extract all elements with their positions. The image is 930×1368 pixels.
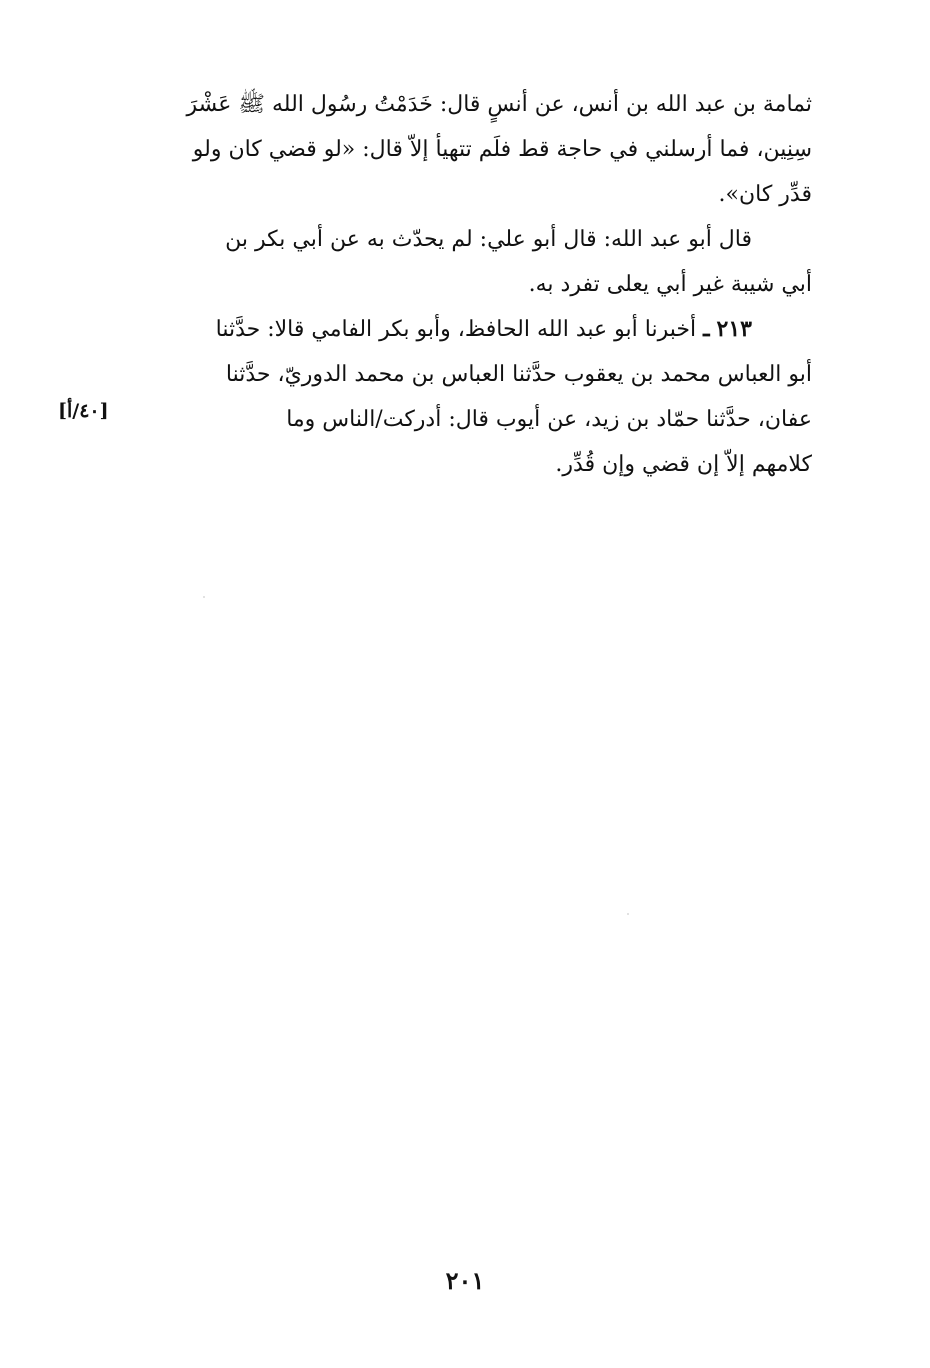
text-line: أبو العباس محمد بن يعقوب حدَّثنا العباس بن محمد الدوريّ، حدَّثنا [225, 362, 812, 387]
main-text [132, 82, 812, 487]
text-segment: أخبرنا أبو عبد الله الحافظ، وأبو بكر الفامي قالا: حدَّثنا [215, 317, 697, 342]
text-line: عفان، حدَّثنا حمّاد بن زيد، عن أيوب قال: أدركت/الناس وما [286, 407, 812, 432]
text-line: قدِّر كان». [718, 182, 812, 207]
text-line: كلامهم إلاّ إن قضي وإن قُدِّر. [555, 452, 812, 477]
text-line: ثمامة بن عبد الله بن أنس، عن أنسٍ قال: خَدَمْتُ رسُول الله ﷺ عَشْرَ [186, 92, 812, 117]
hadith-number-dash: ـ [703, 316, 710, 342]
hadith-212-ending [132, 82, 812, 217]
hadith-213 [132, 307, 812, 487]
text-line: قال أبو عبد الله: قال أبو علي: لم يحدّث به عن أبي بكر بن [225, 227, 752, 252]
manuscript-folio-reference: [٤٠/أ] [58, 400, 109, 422]
hadith-number: ٢١٣ [716, 316, 752, 342]
paper-speck [627, 913, 629, 915]
page-number: ٢٠١ [445, 1266, 485, 1295]
commentary-paragraph [132, 217, 812, 307]
paper-speck [203, 596, 205, 598]
text-line: أبي شيبة غير أبي يعلى تفرد به. [528, 272, 812, 297]
text-line: سِنِين، فما أرسلني في حاجة قط فلَم تتهيأ إلاّ قال: «لو قضي كان ولو [192, 137, 812, 162]
text-line [132, 307, 812, 352]
